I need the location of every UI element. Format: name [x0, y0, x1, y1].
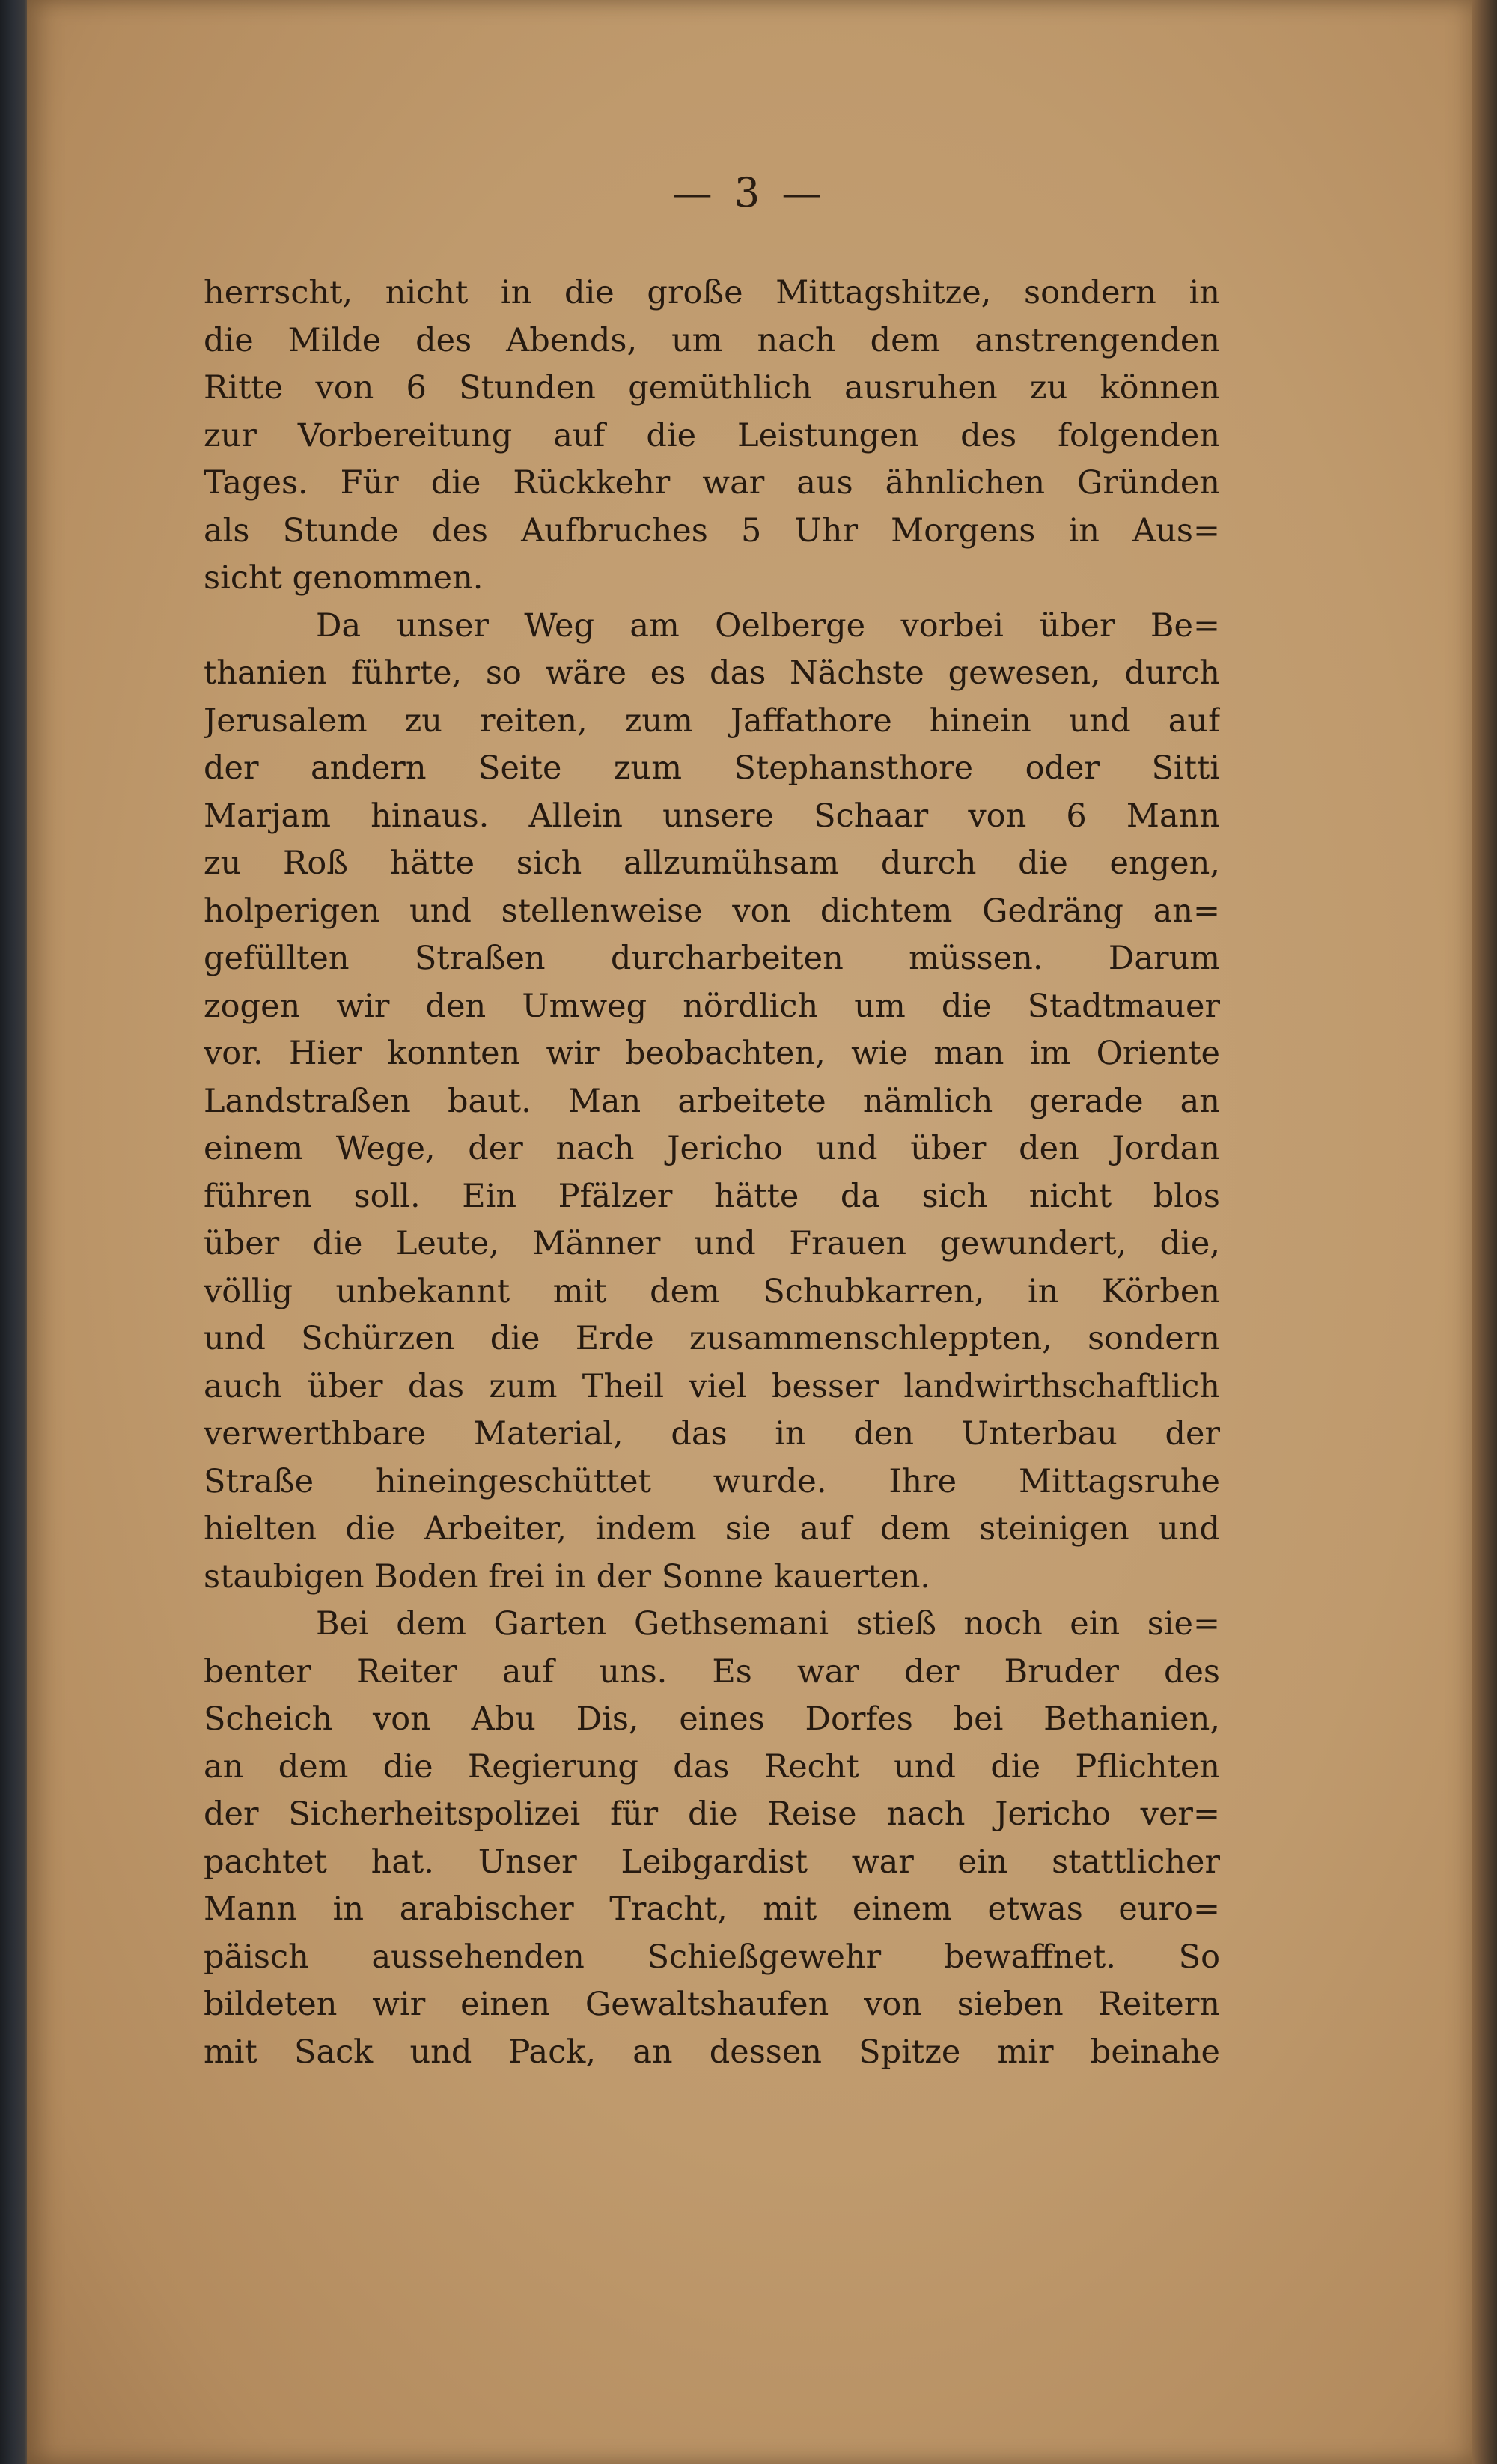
text-line: Tages. Für die Rückkehr war aus ähnlichen Gründen — [204, 464, 1220, 502]
text-line: einem Wege, der nach Jericho und über den Jordan — [204, 1130, 1220, 1167]
text-line: mit Sack und Pack, an dessen Spitze mir beinahe — [204, 2033, 1220, 2071]
text-line: als Stunde des Aufbruches 5 Uhr Morgens in Aus= — [204, 511, 1220, 550]
text-line: Mann in arabischer Tracht, mit einem etwas euro= — [204, 1890, 1220, 1928]
text-line: völlig unbekannt mit dem Schubkarren, in Körben — [204, 1272, 1220, 1310]
text-line: hielten die Arbeiter, indem sie auf dem steinigen und — [204, 1510, 1220, 1548]
body-text — [204, 270, 1220, 2076]
text-line: an dem die Regierung das Recht und die Pflichten — [204, 1747, 1220, 1786]
text-line: zur Vorbereitung auf die Leistungen des folgenden — [204, 416, 1220, 454]
text-line: der Sicherheitspolizei für die Reise nach Jericho ver= — [204, 1795, 1220, 1833]
text-line: zogen wir den Umweg nördlich um die Stadtmauer — [204, 987, 1220, 1025]
text-line: auch über das zum Theil viel besser landwirthschaftlich — [204, 1367, 1220, 1405]
text-line: staubigen Boden frei in der Sonne kauerten. — [204, 1557, 931, 1595]
text-line: pachtet hat. Unser Leibgardist war ein stattlicher — [204, 1843, 1220, 1881]
text-line: herrscht, nicht in die große Mittagshitze, sondern in — [204, 274, 1220, 311]
text-line: holperigen und stellenweise von dichtem Gedräng an= — [204, 892, 1220, 930]
text-line: päisch aussehenden Schießgewehr bewaffnet. So — [204, 1938, 1220, 1976]
text-line: bildeten wir einen Gewaltshaufen von sieben Reitern — [204, 1986, 1220, 2023]
text-line: der andern Seite zum Stephansthore oder Sitti — [204, 749, 1220, 787]
text-line: und Schürzen die Erde zusammenschleppten, sondern — [204, 1320, 1220, 1357]
text-line: sicht genommen. — [204, 559, 484, 597]
text-line: gefüllten Straßen durcharbeiten müssen. Darum — [204, 940, 1220, 977]
text-line: Scheich von Abu Dis, eines Dorfes bei Bethanien, — [204, 1700, 1220, 1738]
text-line: führen soll. Ein Pfälzer hätte da sich nicht blos — [204, 1177, 1220, 1215]
text-line: Ritte von 6 Stunden gemüthlich ausruhen zu können — [204, 369, 1220, 407]
text-line: zu Roß hätte sich allzumühsam durch die engen, — [204, 845, 1220, 882]
text-line: verwerthbare Material, das in den Unterbau der — [204, 1415, 1220, 1452]
text-line: Da unser Weg am Oelberge vorbei über Be= — [316, 606, 1220, 645]
text-line: Straße hineingeschüttet wurde. Ihre Mittagsruhe — [204, 1462, 1220, 1500]
text-line: über die Leute, Männer und Frauen gewundert, die, — [204, 1225, 1220, 1262]
text-line: Marjam hinaus. Allein unsere Schaar von 6 Mann — [204, 797, 1220, 835]
text-line: Landstraßen baut. Man arbeitete nämlich gerade an — [204, 1082, 1220, 1120]
book-page — [27, 0, 1472, 2464]
text-line: die Milde des Abends, um nach dem anstrengenden — [204, 321, 1220, 359]
text-line: benter Reiter auf uns. Es war der Bruder des — [204, 1652, 1220, 1691]
text-line: Bei dem Garten Gethsemani stieß noch ein sie= — [316, 1605, 1220, 1643]
text-line: Jerusalem zu reiten, zum Jaffathore hinein und auf — [204, 702, 1220, 740]
book-binding-edge — [0, 0, 30, 2464]
page-number: — 3 — — [671, 169, 827, 216]
text-line: thanien führte, so wäre es das Nächste gewesen, durch — [204, 654, 1220, 692]
page-right-edge — [1472, 0, 1497, 2464]
text-line: vor. Hier konnten wir beobachten, wie man im Oriente — [204, 1035, 1220, 1072]
